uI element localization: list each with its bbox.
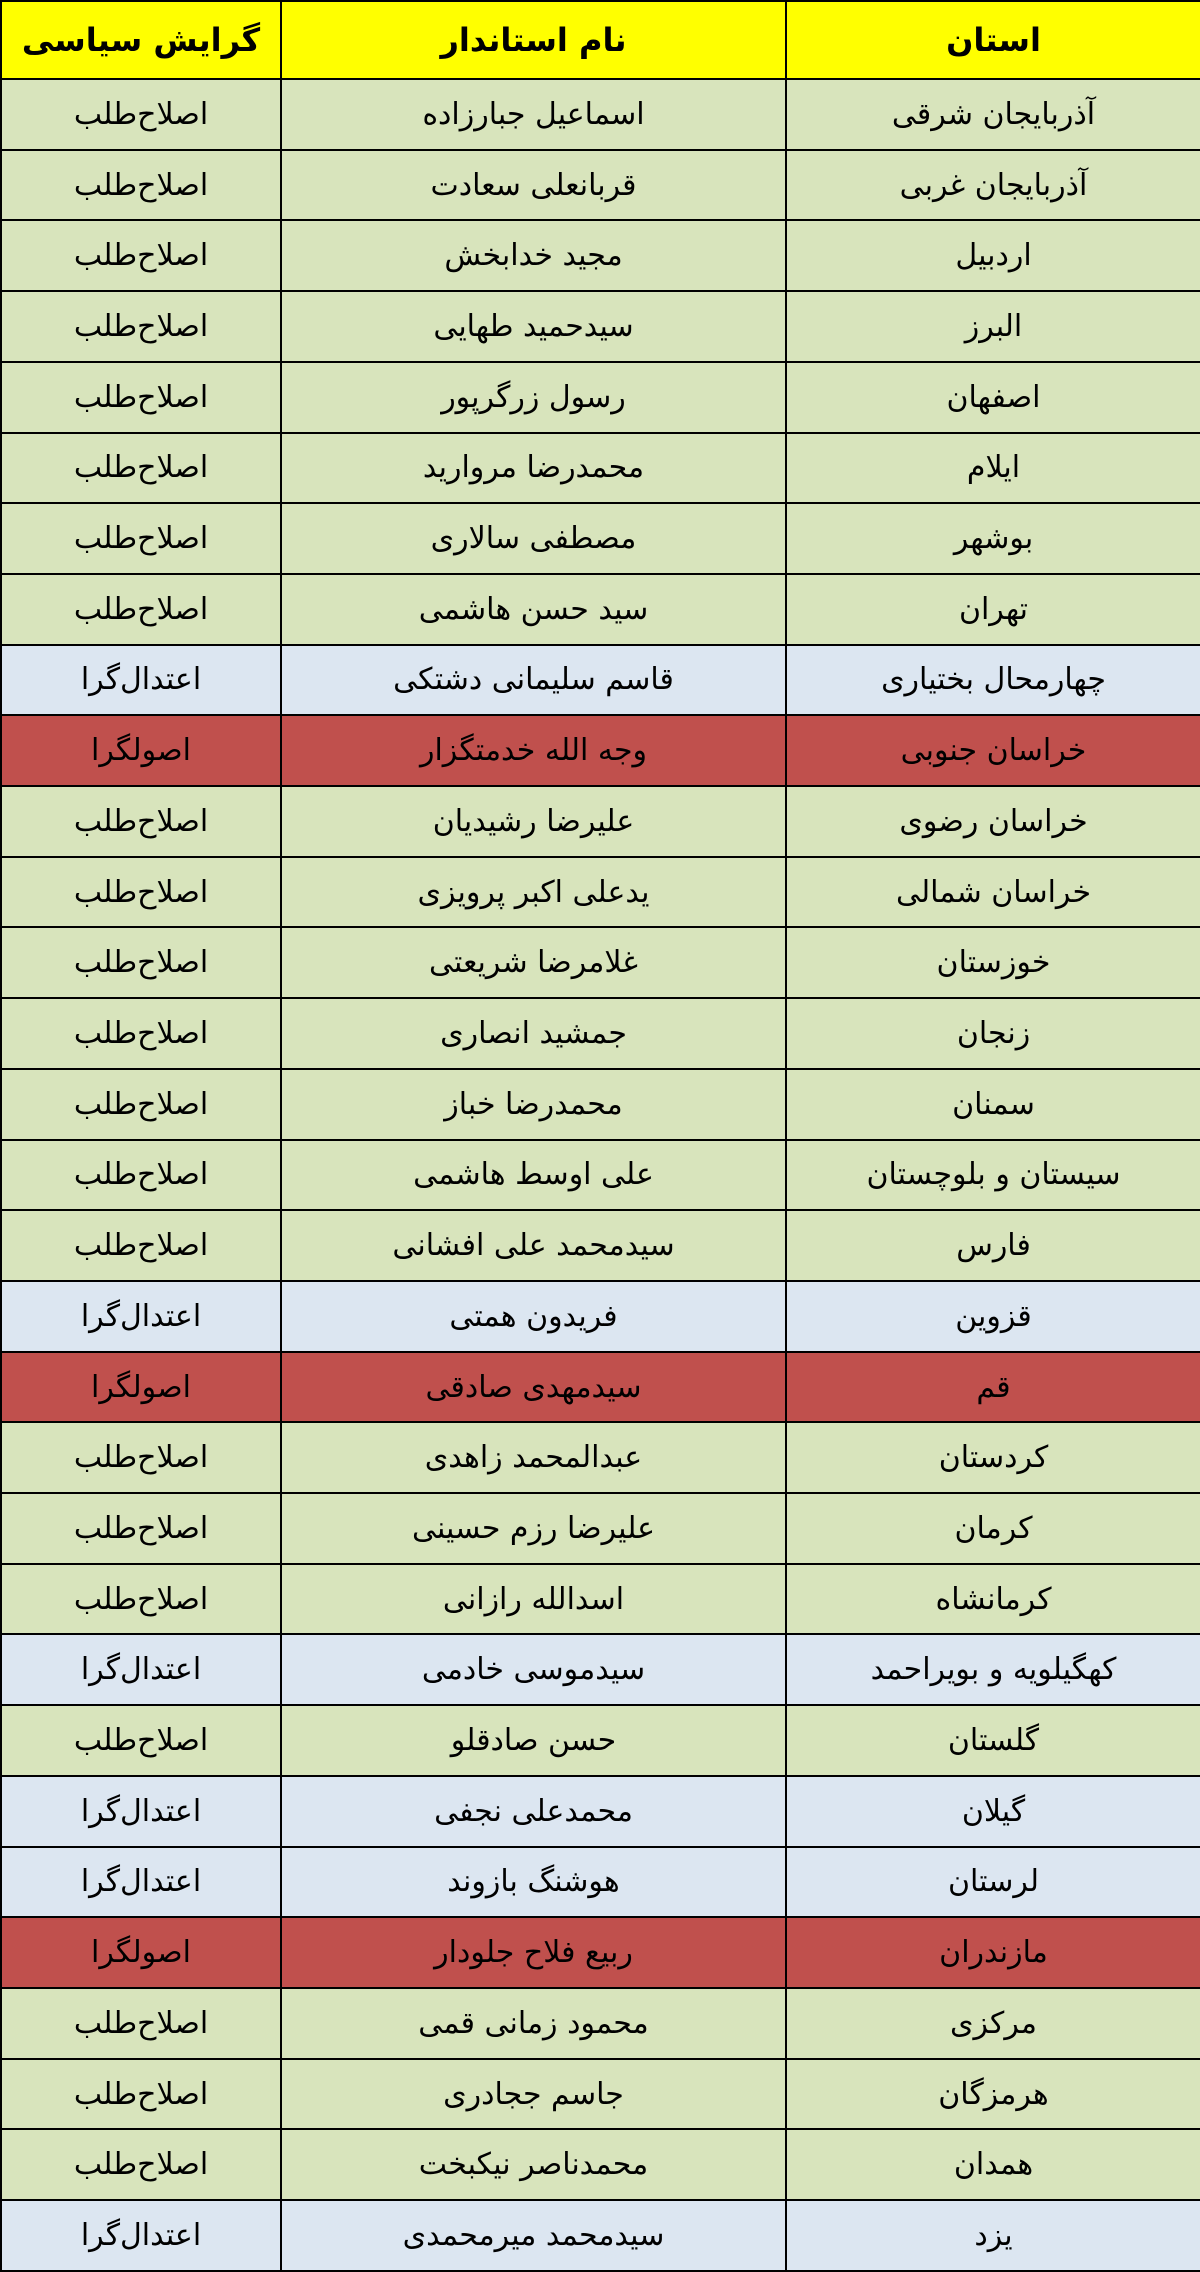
cell-governor: اسدالله رازانی — [281, 1564, 786, 1635]
cell-leaning: اعتدال‌گرا — [1, 1776, 281, 1847]
table-row — [1, 503, 1200, 574]
table-row — [1, 1493, 1200, 1564]
cell-governor: علیرضا رشیدیان — [281, 786, 786, 857]
table-row — [1, 1776, 1200, 1847]
cell-governor: هوشنگ بازوند — [281, 1847, 786, 1918]
cell-governor: ربیع فلاح جلودار — [281, 1917, 786, 1988]
table-row — [1, 2129, 1200, 2200]
table-row — [1, 2200, 1200, 2271]
table-row — [1, 1847, 1200, 1918]
table-row — [1, 1705, 1200, 1776]
cell-leaning: اصلاح‌طلب — [1, 1422, 281, 1493]
cell-governor: محمود زمانی قمی — [281, 1988, 786, 2059]
cell-leaning: اصلاح‌طلب — [1, 2059, 281, 2130]
header-province: استان — [786, 1, 1200, 79]
cell-governor: غلامرضا شریعتی — [281, 927, 786, 998]
cell-province: همدان — [786, 2129, 1200, 2200]
cell-governor: حسن صادقلو — [281, 1705, 786, 1776]
cell-province: آذربایجان غربی — [786, 150, 1200, 221]
cell-governor: اسماعیل جبارزاده — [281, 79, 786, 150]
table-header — [1, 1, 1200, 79]
table-row — [1, 1210, 1200, 1281]
cell-province: گیلان — [786, 1776, 1200, 1847]
cell-province: سمنان — [786, 1069, 1200, 1140]
table-row — [1, 786, 1200, 857]
cell-governor: رسول زرگرپور — [281, 362, 786, 433]
header-row — [1, 1, 1200, 79]
cell-governor: وجه الله خدمتگزار — [281, 715, 786, 786]
cell-leaning: اعتدال‌گرا — [1, 1634, 281, 1705]
table-row — [1, 645, 1200, 716]
cell-province: زنجان — [786, 998, 1200, 1069]
table-row — [1, 1988, 1200, 2059]
cell-governor: سیدموسی خادمی — [281, 1634, 786, 1705]
table-row — [1, 574, 1200, 645]
cell-governor: سیدمهدی صادقی — [281, 1352, 786, 1423]
cell-leaning: اصولگرا — [1, 715, 281, 786]
table-row — [1, 433, 1200, 504]
cell-leaning: اصلاح‌طلب — [1, 1705, 281, 1776]
cell-leaning: اصلاح‌طلب — [1, 362, 281, 433]
cell-province: گلستان — [786, 1705, 1200, 1776]
cell-governor: سیدحمید طهایی — [281, 291, 786, 362]
cell-governor: سیدمحمد علی افشانی — [281, 1210, 786, 1281]
cell-province: البرز — [786, 291, 1200, 362]
table-row — [1, 2059, 1200, 2130]
table-row — [1, 927, 1200, 998]
cell-province: خوزستان — [786, 927, 1200, 998]
cell-governor: فریدون همتی — [281, 1281, 786, 1352]
header-governor: نام استاندار — [281, 1, 786, 79]
cell-leaning: اصلاح‌طلب — [1, 1564, 281, 1635]
cell-leaning: اصولگرا — [1, 1917, 281, 1988]
cell-governor: مجید خدابخش — [281, 220, 786, 291]
cell-governor: سیدمحمد میرمحمدی — [281, 2200, 786, 2271]
cell-province: قم — [786, 1352, 1200, 1423]
table-row — [1, 1634, 1200, 1705]
cell-governor: علیرضا رزم حسینی — [281, 1493, 786, 1564]
cell-governor: قاسم سلیمانی دشتکی — [281, 645, 786, 716]
cell-leaning: اصلاح‌طلب — [1, 1493, 281, 1564]
cell-province: مرکزی — [786, 1988, 1200, 2059]
cell-province: آذربایجان شرقی — [786, 79, 1200, 150]
table-row — [1, 291, 1200, 362]
cell-leaning: اصلاح‌طلب — [1, 1210, 281, 1281]
table-row — [1, 362, 1200, 433]
table-row — [1, 220, 1200, 291]
table-row — [1, 1352, 1200, 1423]
table-row — [1, 998, 1200, 1069]
cell-leaning: اعتدال‌گرا — [1, 1847, 281, 1918]
cell-province: کردستان — [786, 1422, 1200, 1493]
cell-leaning: اصلاح‌طلب — [1, 433, 281, 504]
cell-province: چهارمحال بختیاری — [786, 645, 1200, 716]
cell-leaning: اصلاح‌طلب — [1, 786, 281, 857]
cell-governor: یدعلی اکبر پرویزی — [281, 857, 786, 928]
cell-province: بوشهر — [786, 503, 1200, 574]
cell-leaning: اصلاح‌طلب — [1, 79, 281, 150]
cell-province: خراسان جنوبی — [786, 715, 1200, 786]
cell-governor: عبدالمحمد زاهدی — [281, 1422, 786, 1493]
table-row — [1, 1564, 1200, 1635]
cell-leaning: اصولگرا — [1, 1352, 281, 1423]
cell-governor: جاسم ججادری — [281, 2059, 786, 2130]
table-row — [1, 1917, 1200, 1988]
cell-leaning: اصلاح‌طلب — [1, 2129, 281, 2200]
cell-leaning: اصلاح‌طلب — [1, 857, 281, 928]
cell-province: تهران — [786, 574, 1200, 645]
cell-province: کرمانشاه — [786, 1564, 1200, 1635]
cell-leaning: اصلاح‌طلب — [1, 998, 281, 1069]
cell-leaning: اصلاح‌طلب — [1, 220, 281, 291]
cell-leaning: اعتدال‌گرا — [1, 645, 281, 716]
cell-province: اردبیل — [786, 220, 1200, 291]
table-row — [1, 715, 1200, 786]
cell-governor: قربانعلی سعادت — [281, 150, 786, 221]
table-body — [1, 79, 1200, 2271]
cell-province: قزوین — [786, 1281, 1200, 1352]
cell-leaning: اصلاح‌طلب — [1, 1988, 281, 2059]
table-row — [1, 1140, 1200, 1211]
table-row — [1, 1069, 1200, 1140]
cell-province: کرمان — [786, 1493, 1200, 1564]
cell-leaning: اعتدال‌گرا — [1, 2200, 281, 2271]
table-row — [1, 150, 1200, 221]
cell-province: خراسان رضوی — [786, 786, 1200, 857]
cell-province: کهگیلویه و بویراحمد — [786, 1634, 1200, 1705]
cell-governor: محمدرضا مروارید — [281, 433, 786, 504]
cell-province: خراسان شمالی — [786, 857, 1200, 928]
cell-province: هرمزگان — [786, 2059, 1200, 2130]
cell-leaning: اصلاح‌طلب — [1, 291, 281, 362]
table-row — [1, 857, 1200, 928]
cell-leaning: اصلاح‌طلب — [1, 1140, 281, 1211]
cell-province: یزد — [786, 2200, 1200, 2271]
cell-province: فارس — [786, 1210, 1200, 1281]
cell-governor: جمشید انصاری — [281, 998, 786, 1069]
cell-leaning: اصلاح‌طلب — [1, 927, 281, 998]
table-row — [1, 1422, 1200, 1493]
cell-leaning: اصلاح‌طلب — [1, 150, 281, 221]
table-row — [1, 79, 1200, 150]
cell-leaning: اصلاح‌طلب — [1, 503, 281, 574]
cell-governor: محمدرضا خباز — [281, 1069, 786, 1140]
cell-province: اصفهان — [786, 362, 1200, 433]
cell-province: ایلام — [786, 433, 1200, 504]
cell-province: مازندران — [786, 1917, 1200, 1988]
cell-leaning: اصلاح‌طلب — [1, 574, 281, 645]
cell-governor: مصطفی سالاری — [281, 503, 786, 574]
cell-governor: محمدناصر نیکبخت — [281, 2129, 786, 2200]
cell-leaning: اعتدال‌گرا — [1, 1281, 281, 1352]
cell-province: سیستان و بلوچستان — [786, 1140, 1200, 1211]
cell-province: لرستان — [786, 1847, 1200, 1918]
header-leaning: گرایش سیاسی — [1, 1, 281, 79]
cell-leaning: اصلاح‌طلب — [1, 1069, 281, 1140]
cell-governor: محمدعلی نجفی — [281, 1776, 786, 1847]
cell-governor: علی اوسط هاشمی — [281, 1140, 786, 1211]
table-row — [1, 1281, 1200, 1352]
cell-governor: سید حسن هاشمی — [281, 574, 786, 645]
